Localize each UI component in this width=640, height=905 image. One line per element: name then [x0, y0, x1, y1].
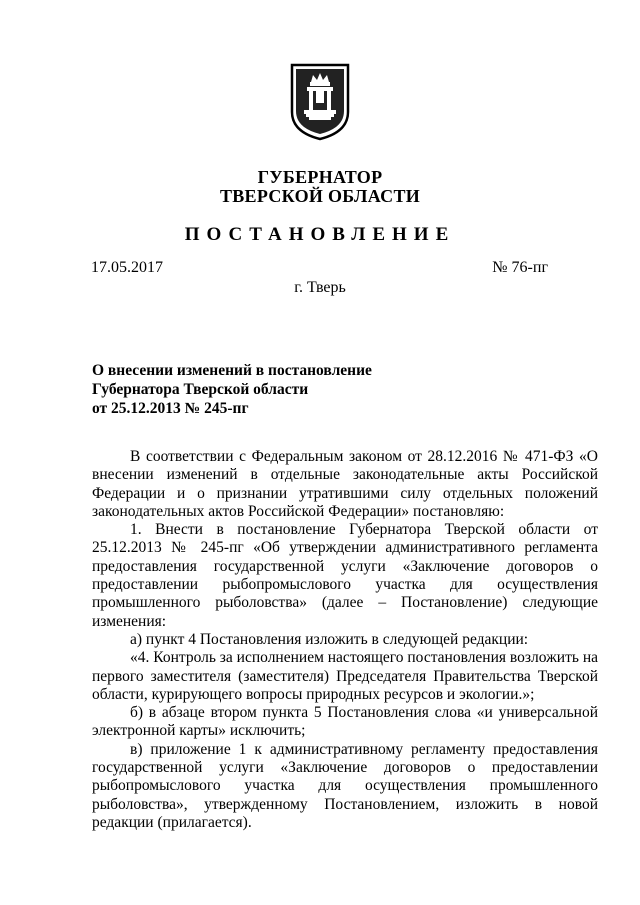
body-paragraph: в) приложение 1 к административному регламенту предоставления государственной услуги «Заключение договоров о предоставлении рыбопромыслового участка для осуществления промышленного рыболовства», утвержденному Постановлением, изложить в новой редакции (прилагается).: [92, 740, 598, 831]
subject-line: Губернатора Тверской области: [92, 381, 309, 398]
document-type-heading: ПОСТАНОВЛЕНИЕ: [184, 224, 456, 245]
subject-line: О внесении изменений в постановление: [92, 362, 372, 379]
document-date: 17.05.2017: [91, 259, 163, 276]
document-number: № 76-пг: [492, 259, 548, 276]
document-body: [92, 448, 598, 832]
body-paragraph: б) в абзаце втором пункта 5 Постановления слова «и универсальной электронной карты» исключить;: [92, 704, 598, 740]
body-paragraph: В соответствии с Федеральным законом от 28.12.2016 № 471-ФЗ «О внесении изменений в отдельные законодательные акты Российской Федерации и о признании утратившими силу отдельных положений законодательных актов Российской Федерации» постановляю:: [92, 448, 598, 520]
authority-title-line2: ТВЕРСКОЙ ОБЛАСТИ: [219, 186, 421, 206]
body-paragraph: а) пункт 4 Постановления изложить в следующей редакции:: [130, 630, 529, 648]
document-subject: [92, 361, 512, 418]
authority-title-line1: ГУБЕРНАТОР: [257, 167, 383, 187]
body-paragraph: «4. Контроль за исполнением настоящего постановления возложить на первого заместителя (заместителя) Председателя Правительства Тверской области, курирующего вопросы природных ресурсов и экологии.»;: [92, 649, 598, 703]
document-city: г. Тверь: [294, 279, 346, 296]
subject-line: от 25.12.2013 № 245-пг: [92, 400, 249, 417]
body-paragraph: 1. Внести в постановление Губернатора Тверской области от 25.12.2013 № 245-пг «Об утверждении административного регламента предоставления государственной услуги «Заключение договоров о предоставлении рыбопромыслового участка для осуществления промышленного рыболовства» (далее – Постановление) следующие изменения:: [92, 521, 598, 630]
tver-coat-of-arms-icon: [289, 62, 351, 142]
